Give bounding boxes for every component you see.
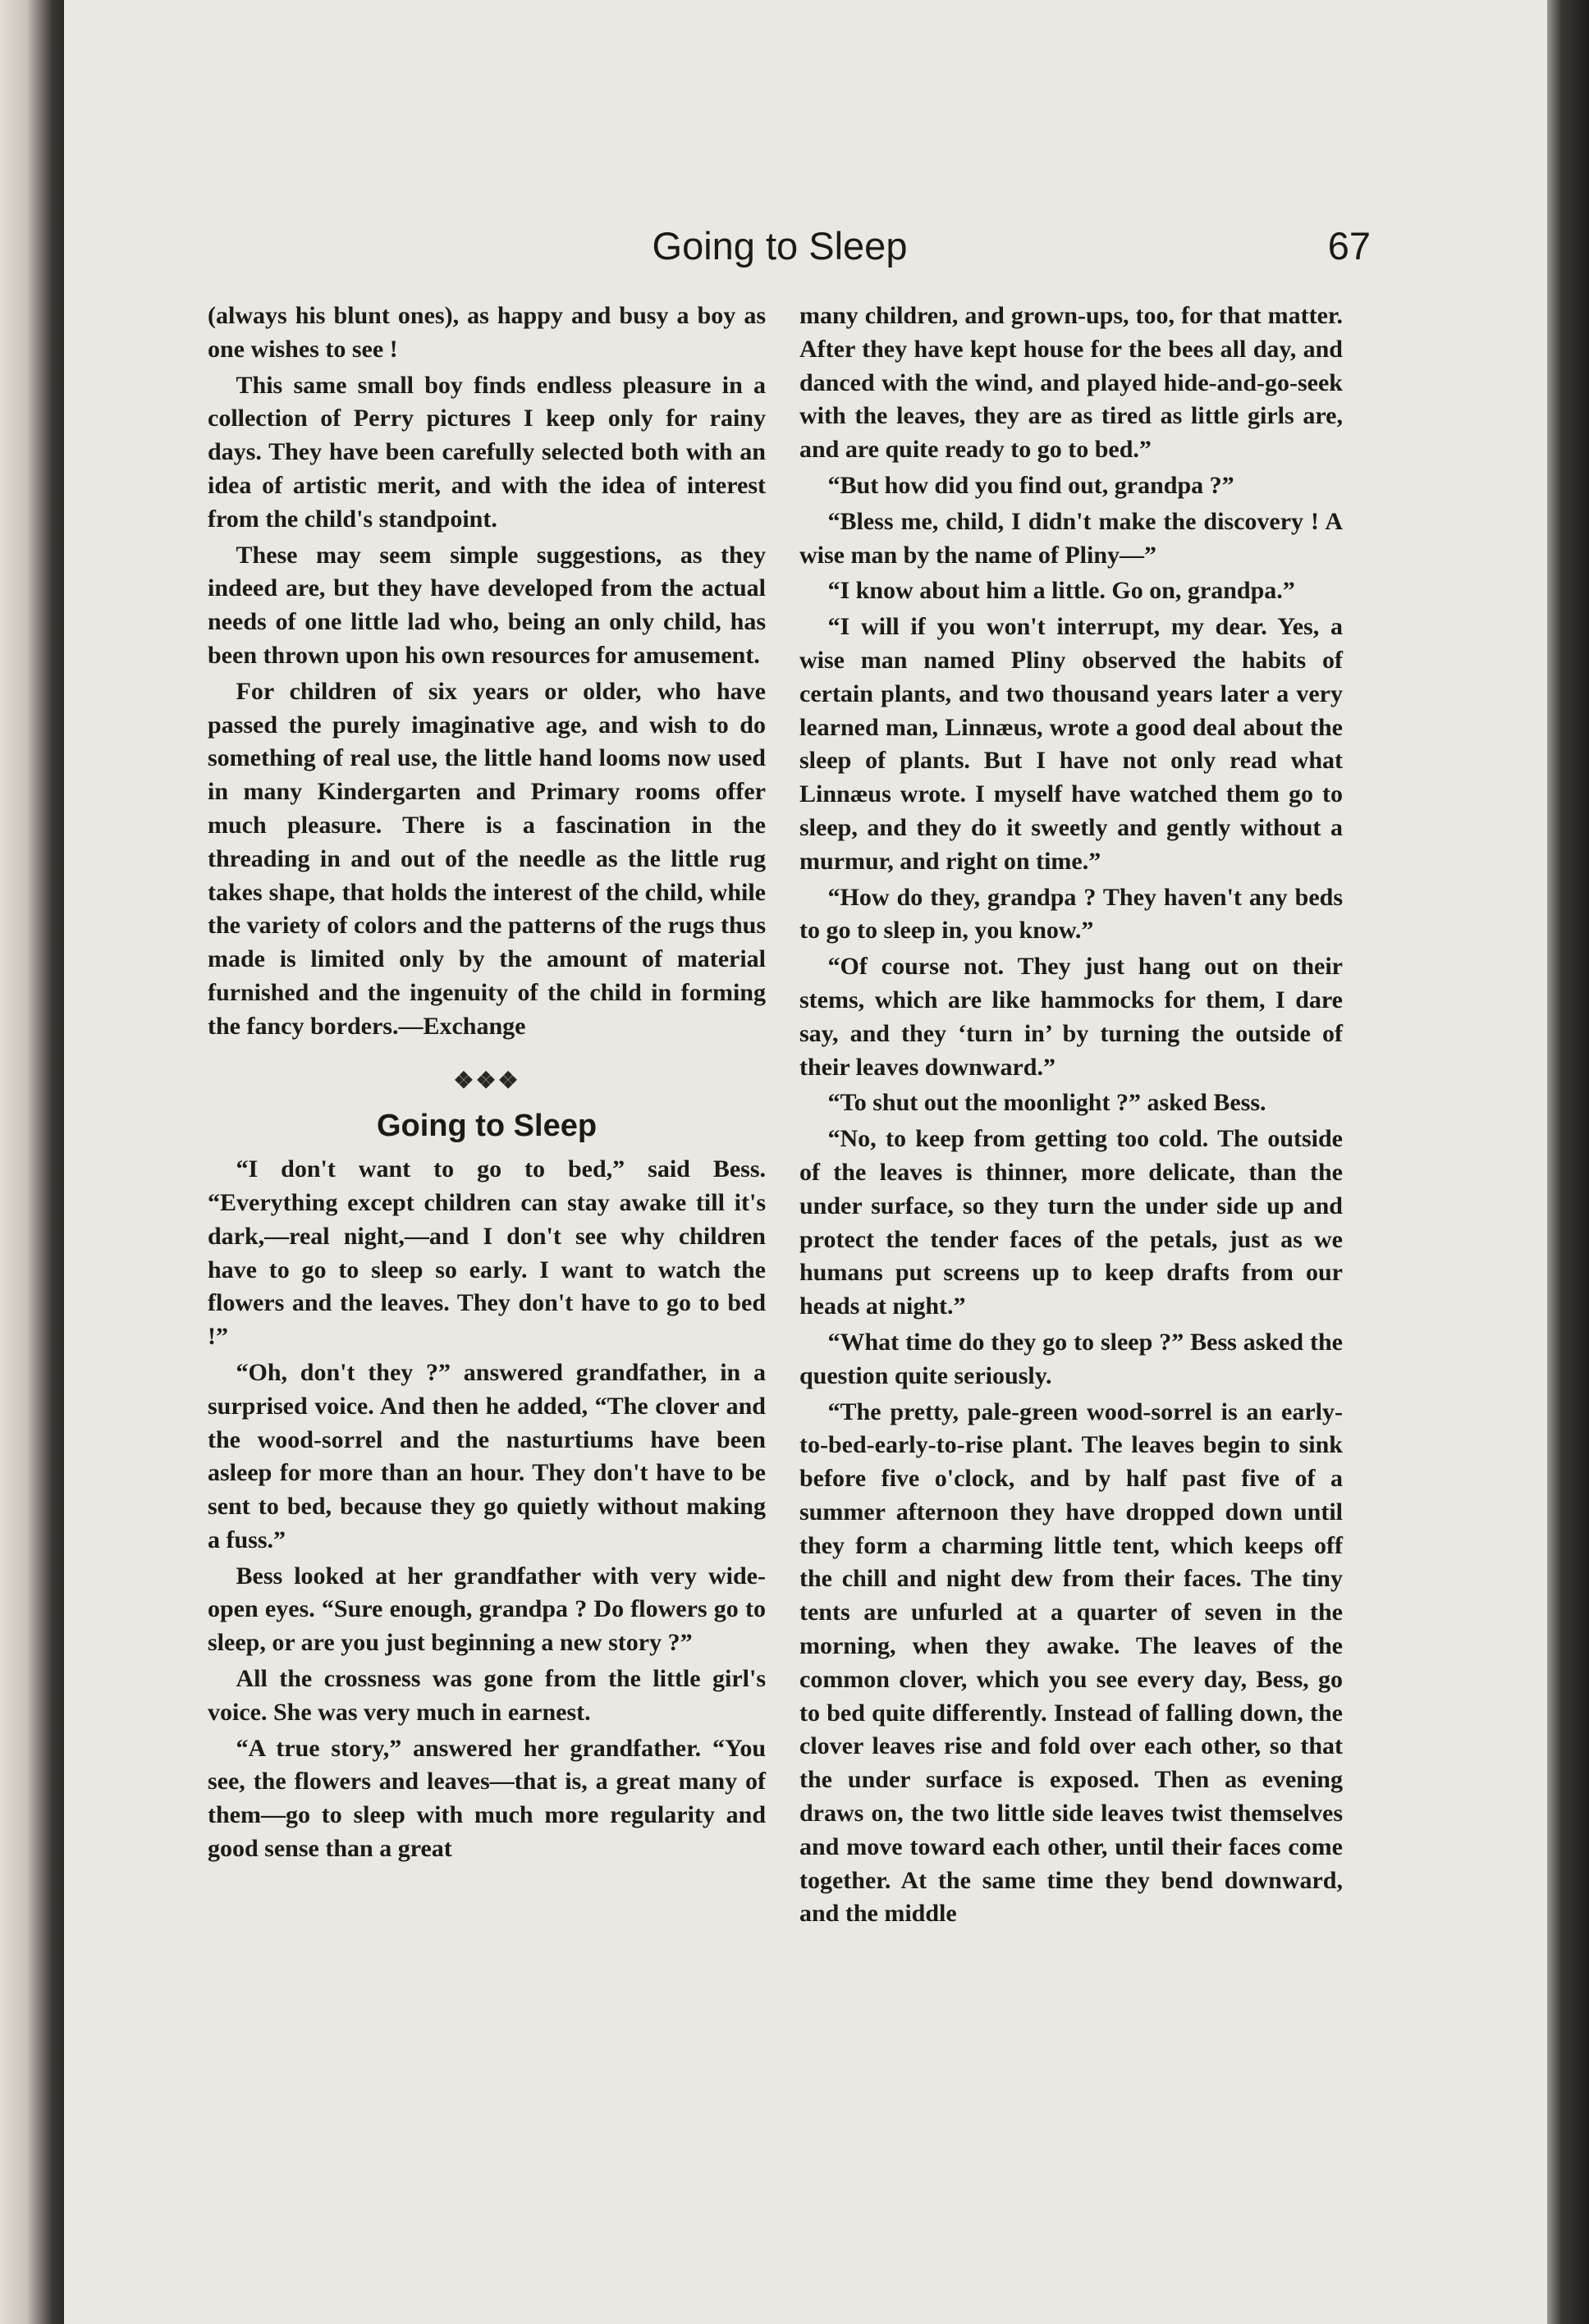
paragraph: “No, to keep from getting too cold. The outside of the leaves is thinner, more delicate, than the under surface, so they turn the under side up and protect the tender faces of the petals, just as we humans put screens up to keep drafts from our heads at night.” — [799, 1125, 1343, 1320]
paragraph: “The pretty, pale-green wood-sorrel is an early-to-bed-early-to-rise plant. The leaves begin to sink before five o'clock, and by half past five of a summer afternoon they have dropped down until they form a charming little tent, which keeps off the chill and night dew from their faces. The tiny tents are unfurled at a quarter of seven in the morning, when they awake. The leaves of the common clover, which you see every day, Bess, go to bed quite differently. Instead of falling down, the clover leaves rise and fold over each other, so that the under surface is exposed. Then as evening draws on, the two little side leaves twist themselves and move toward each other, until their faces come together. At the same time they bend downward, and the middle — [799, 1398, 1343, 1928]
paragraph: (always his blunt ones), as happy and busy a boy as one wishes to see ! — [208, 302, 766, 363]
paragraph: “I don't want to go to bed,” said Bess. “Everything except children can stay awake till it's dark,—real night,—and I don't see why children have to go to sleep so early. I want to watch the flowers and the leaves. They don't have to go to bed !” — [208, 1155, 766, 1351]
paragraph: “What time do they go to sleep ?” Bess asked the question quite seriously. — [799, 1328, 1343, 1389]
paragraph: “A true story,” answered her grandfather. “You see, the flowers and leaves—that is, a great many of them—go to sleep with much more regularity and good sense than a great — [208, 1734, 766, 1863]
right-page-edge — [1547, 0, 1589, 2324]
paragraph: This same small boy finds endless pleasure in a collection of Perry pictures I keep only for rainy days. They have been carefully selected both with an idea of artistic merit, and with the idea of interest from the child's standpoint. — [208, 371, 766, 533]
section-ornament: ❖❖❖ — [453, 1068, 520, 1094]
paragraph: All the crossness was gone from the little girl's voice. She was very much in earnest. — [208, 1665, 766, 1726]
left-page-edge — [0, 0, 66, 2324]
paragraph: many children, and grown-ups, too, for that matter. After they have kept house for the bees all day, and danced with the wind, and played hide-and-go-seek with the leaves, they are as tired as little girls are, and are quite ready to go to bed.” — [799, 302, 1343, 464]
paragraph: “How do they, grandpa ? They haven't any beds to go to sleep in, you know.” — [799, 883, 1343, 945]
page-number: 67 — [1327, 224, 1371, 268]
paragraph: “Of course not. They just hang out on their stems, which are like hammocks for them, I dare say, and they ‘turn in’ by turning the outside of their leaves downward.” — [799, 953, 1343, 1081]
paragraph: “I know about him a little. Go on, grandpa.” — [827, 577, 1295, 605]
paragraph: Bess looked at her grandfather with very wide-open eyes. “Sure enough, grandpa ? Do flowers go to sleep, or are you just beginning a new story ?” — [208, 1562, 766, 1657]
right-column — [799, 300, 1343, 1931]
paragraph: “Bless me, child, I didn't make the discovery ! A wise man by the name of Pliny—” — [799, 507, 1343, 569]
paragraph: “To shut out the moonlight ?” asked Bess. — [827, 1089, 1266, 1117]
paragraph: “Oh, don't they ?” answered grandfather, in a surprised voice. And then he added, “The clover and the wood-sorrel and the nasturtiums have been asleep for more than an hour. They don't have to be sent to bed, because they go quietly without making a fuss.” — [208, 1358, 766, 1553]
paragraph: “But how did you find out, grandpa ?” — [827, 471, 1234, 499]
paragraph: “I will if you won't interrupt, my dear. Yes, a wise man named Pliny observed the habits of certain plants, and two thousand years later a very learned man, Linnæus, wrote a good deal about the sleep of plants. But I have not only read what Linnæus wrote. I myself have watched them go to sleep, and they do it sweetly and gently without a murmur, and right on time.” — [799, 613, 1343, 875]
left-column — [208, 300, 766, 1866]
paragraph: These may seem simple suggestions, as they indeed are, but they have developed from the actual needs of one little lad who, being an only child, has been thrown upon his own resources for amusement. — [208, 541, 766, 669]
running-head: Going to Sleep — [652, 224, 908, 268]
paragraph: For children of six years or older, who have passed the purely imaginative age, and wish to do something of real use, the little hand looms now used in many Kindergarten and Primary rooms offer much pleasure. There is a fascination in the threading in and out of the needle as the little rug takes shape, that holds the interest of the child, while the variety of colors and the patterns of the rugs thus made is limited only by the amount of material furnished and the ingenuity of the child in forming the fancy borders.—Exchange — [208, 677, 766, 1040]
section-title: Going to Sleep — [376, 1109, 598, 1144]
